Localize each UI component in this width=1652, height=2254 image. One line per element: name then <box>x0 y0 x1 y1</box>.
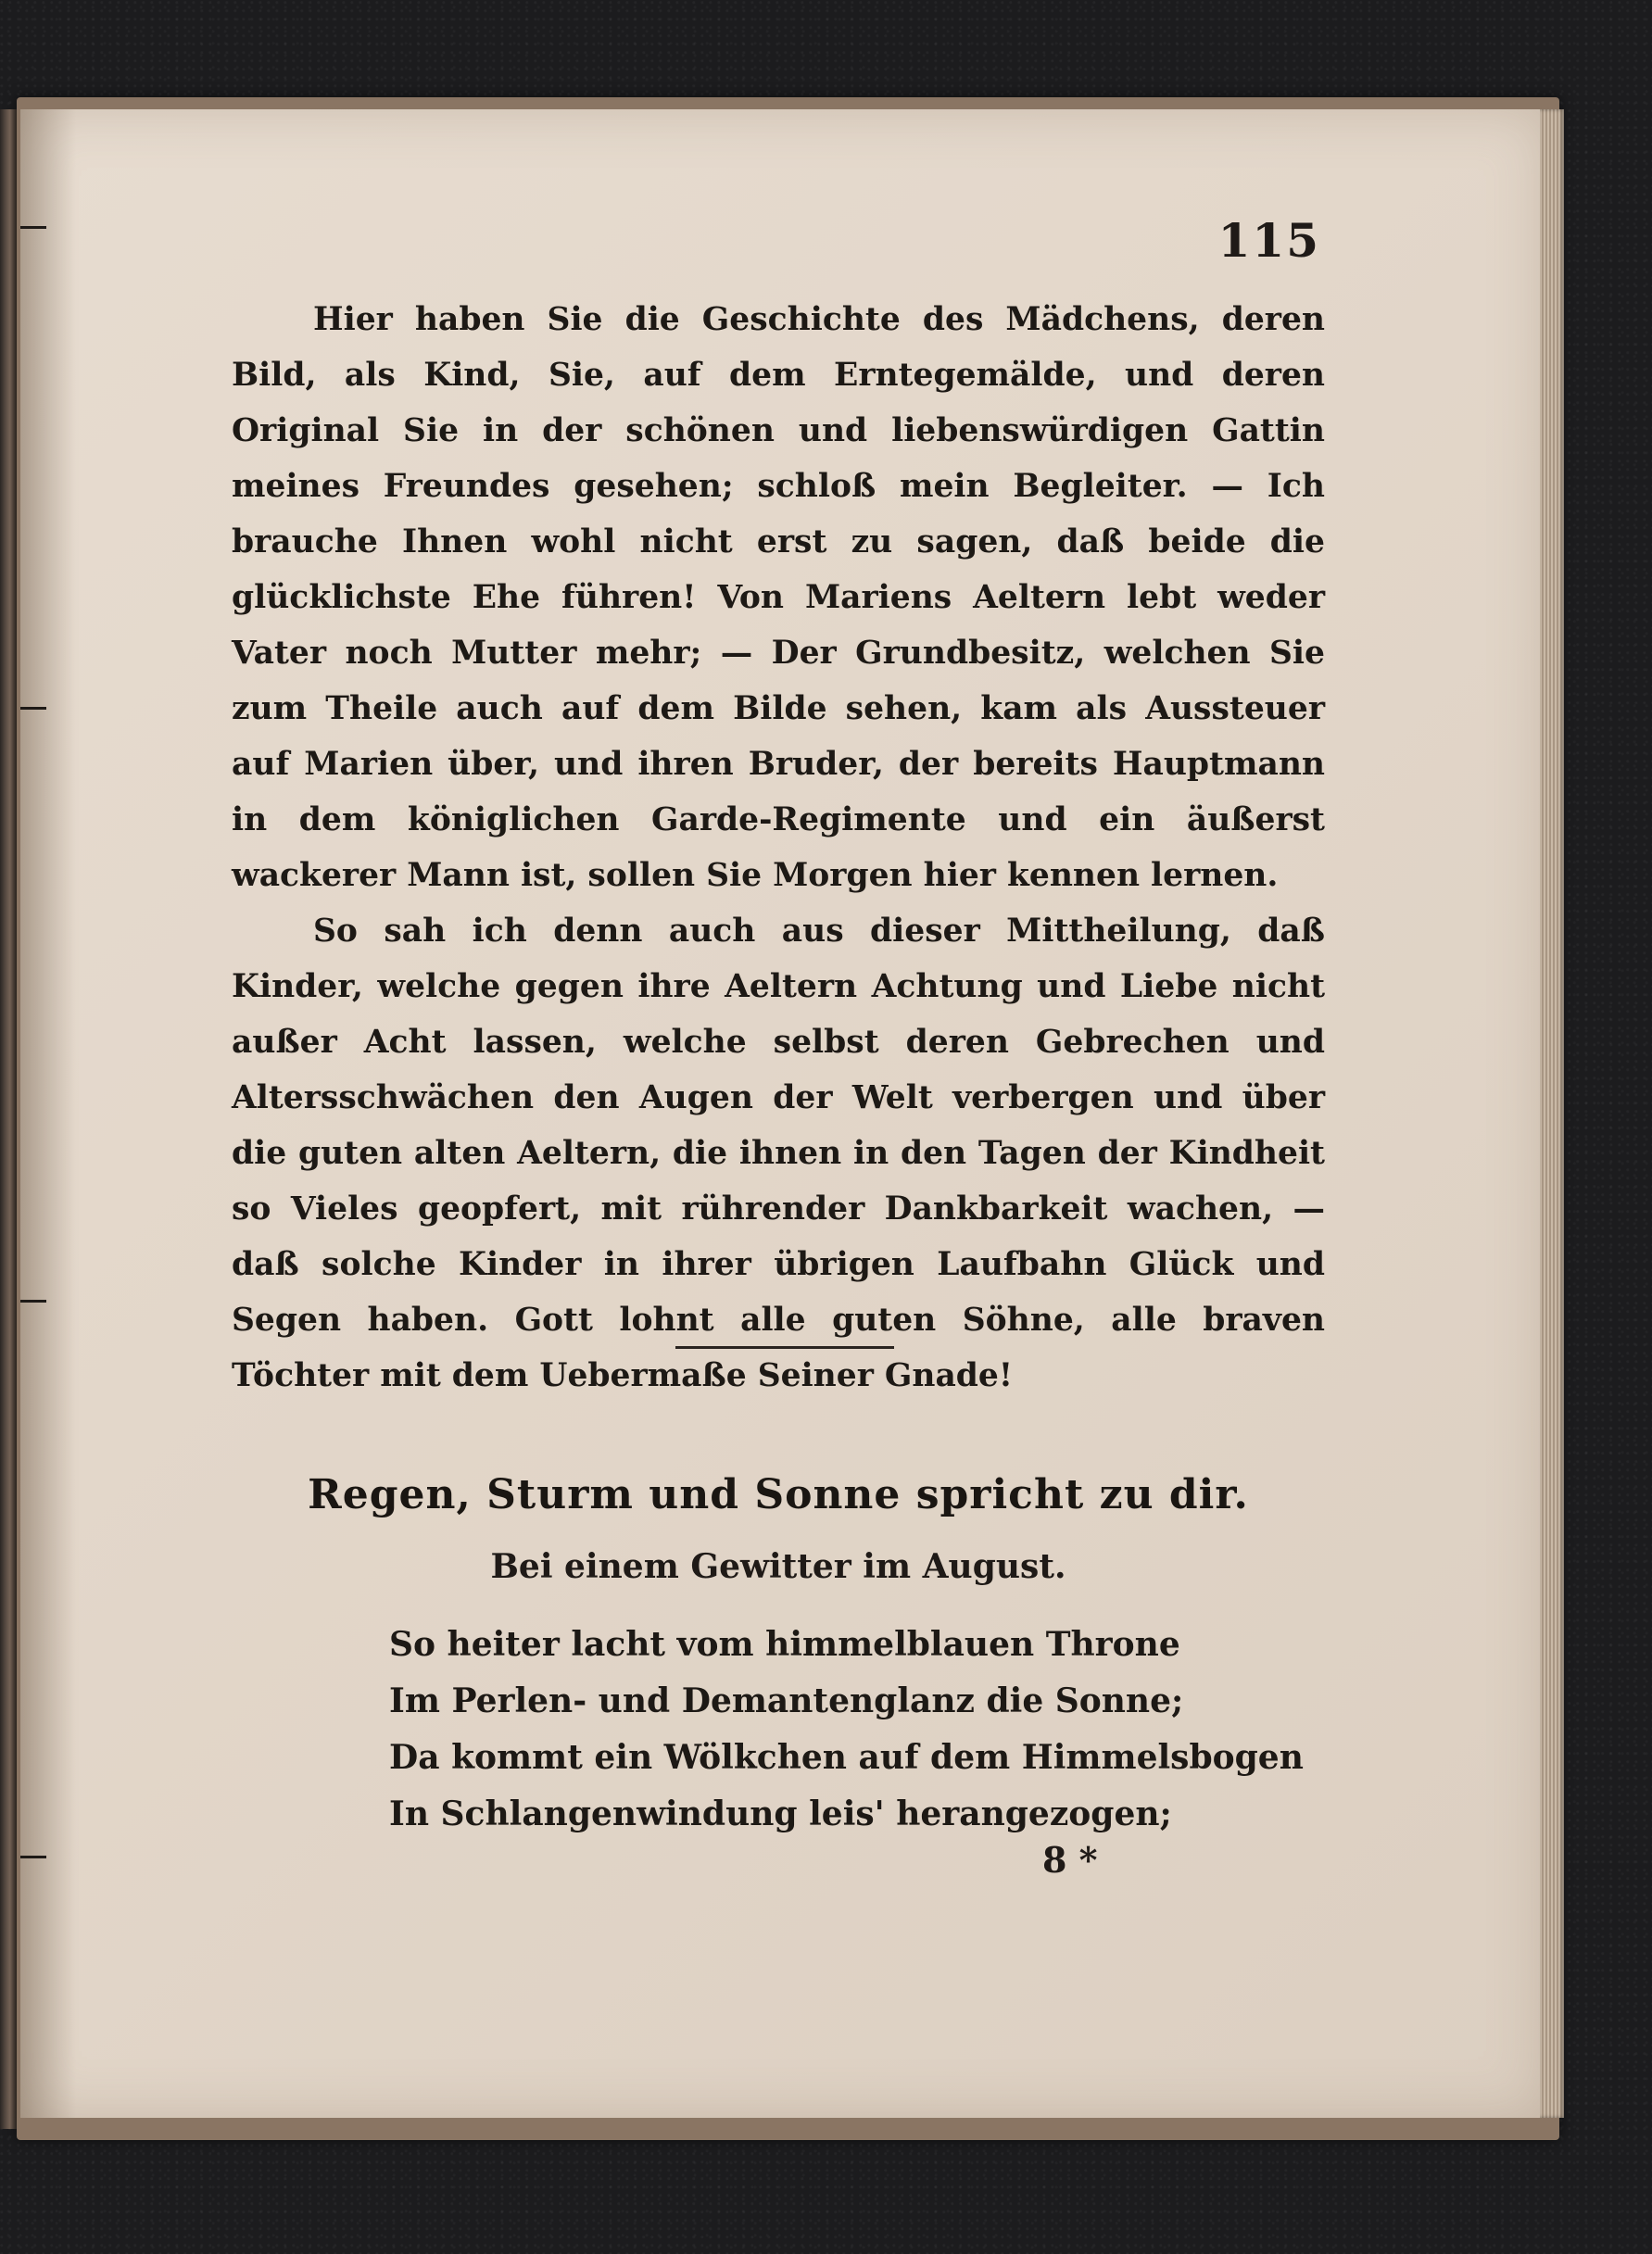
page-edges <box>1540 109 1564 2118</box>
binding-thread <box>20 707 46 710</box>
poem-line: In Schlangenwindung leis' herangezogen; <box>389 1794 1172 1833</box>
page-number: 115 <box>1217 213 1320 268</box>
paragraph: Hier haben Sie die Geschichte des Mädchens, deren Bild, als Kind, Sie, auf dem Erntegemälde, und deren Original Sie in der schönen und liebenswürdigen Gattin meines Freundes gesehen; schloß mein Begleiter. — Ich brauche Ihnen wohl nicht erst zu sagen, daß beide die glücklichste Ehe führen! Von Mariens Aeltern lebt weder Vater noch Mutter mehr; — Der Grundbesitz, welchen Sie zum Theile auch auf dem Bilde sehen, kam als Aussteuer auf Marien über, und ihren Bruder, der bereits Hauptmann in dem königlichen Garde-Regimente und ein äußerst wackerer Mann ist, sollen Sie Morgen hier kennen lernen. <box>232 301 1325 894</box>
binding-thread <box>20 1300 46 1303</box>
prose-text <box>232 292 1325 1404</box>
binding-thread <box>20 1856 46 1858</box>
section-divider <box>675 1346 894 1349</box>
paragraph: So sah ich denn auch aus dieser Mittheilung, daß Kinder, welche gegen ihre Aeltern Achtung und Liebe nicht außer Acht lassen, welche selbst deren Gebrechen und Altersschwächen den Augen der Welt verbergen und über die guten alten Aeltern, die ihnen in den Tagen der Kindheit so Vieles geopfert, mit rührender Dankbarkeit wachen, — daß solche Kinder in ihrer übrigen Laufbahn Glück und Segen haben. Gott lohnt alle guten Söhne, alle braven Töchter mit dem Uebermaße Seiner Gnade! <box>232 913 1325 1394</box>
gutter-shadow <box>20 109 76 2118</box>
poem-stanza <box>389 1617 1316 1843</box>
poem-line: Im Perlen- und Demantenglanz die Sonne; <box>389 1681 1184 1720</box>
binding-thread <box>20 226 46 229</box>
poem-title: Regen, Sturm und Sonne spricht zu dir. <box>308 1471 1249 1518</box>
signature-mark: 8 * <box>1042 1839 1098 1881</box>
left-page-edge <box>0 109 17 2129</box>
poem-subtitle: Bei einem Gewitter im August. <box>490 1547 1066 1586</box>
poem-line: So heiter lacht vom himmelblauen Throne <box>389 1625 1180 1664</box>
poem-line: Da kommt ein Wölkchen auf dem Himmelsbogen <box>389 1738 1304 1777</box>
